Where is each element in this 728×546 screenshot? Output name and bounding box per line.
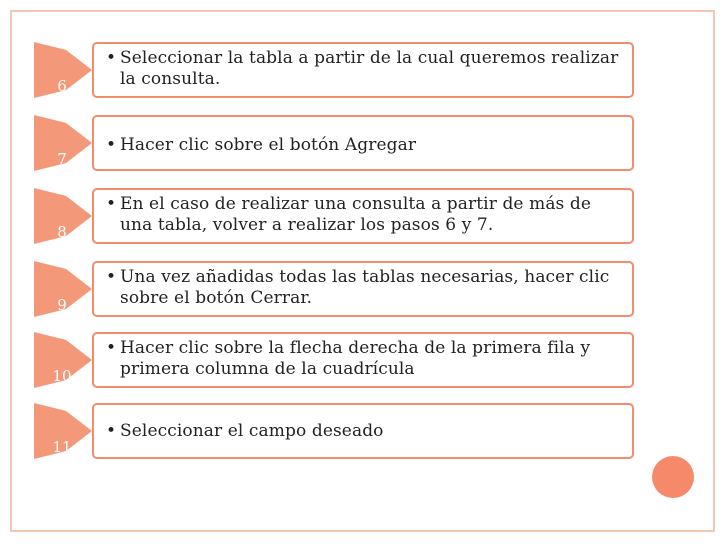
- step-text: Una vez añadidas todas las tablas necesarias, hacer clic sobre el botón Cerrar.: [120, 267, 610, 308]
- step-number: 7: [57, 150, 67, 168]
- decorative-circle: [652, 456, 694, 498]
- step-number: 9: [57, 296, 67, 314]
- step-box: [92, 42, 634, 98]
- step-box: [92, 403, 634, 459]
- step-11: [34, 403, 634, 459]
- step-text: Seleccionar el campo deseado: [120, 421, 384, 441]
- step-7: [34, 115, 634, 171]
- step-box: [92, 261, 634, 317]
- bullet-icon: •: [106, 48, 117, 68]
- bullet-icon: •: [106, 267, 117, 287]
- step-text: En el caso de realizar una consulta a partir de más de una tabla, volver a realizar los pasos 6 y 7.: [120, 194, 592, 235]
- bullet-icon: •: [106, 421, 117, 441]
- step-text: Hacer clic sobre el botón Agregar: [120, 135, 417, 155]
- step-box: [92, 188, 634, 244]
- bullet-icon: •: [106, 338, 117, 358]
- step-text: Seleccionar la tabla a partir de la cual queremos realizar la consulta.: [120, 48, 619, 89]
- step-box: [92, 115, 634, 171]
- step-8: [34, 188, 634, 244]
- bullet-icon: •: [106, 194, 117, 214]
- step-6: [34, 42, 634, 98]
- step-number: 8: [57, 223, 67, 241]
- step-10: [34, 332, 634, 388]
- step-text: Hacer clic sobre la flecha derecha de la primera fila y primera columna de la cuadrícula: [120, 338, 591, 379]
- step-9: [34, 261, 634, 317]
- step-box: [92, 332, 634, 388]
- step-number: 10: [52, 367, 72, 385]
- step-number: 6: [57, 77, 67, 95]
- step-number: 11: [52, 438, 72, 456]
- bullet-icon: •: [106, 135, 117, 155]
